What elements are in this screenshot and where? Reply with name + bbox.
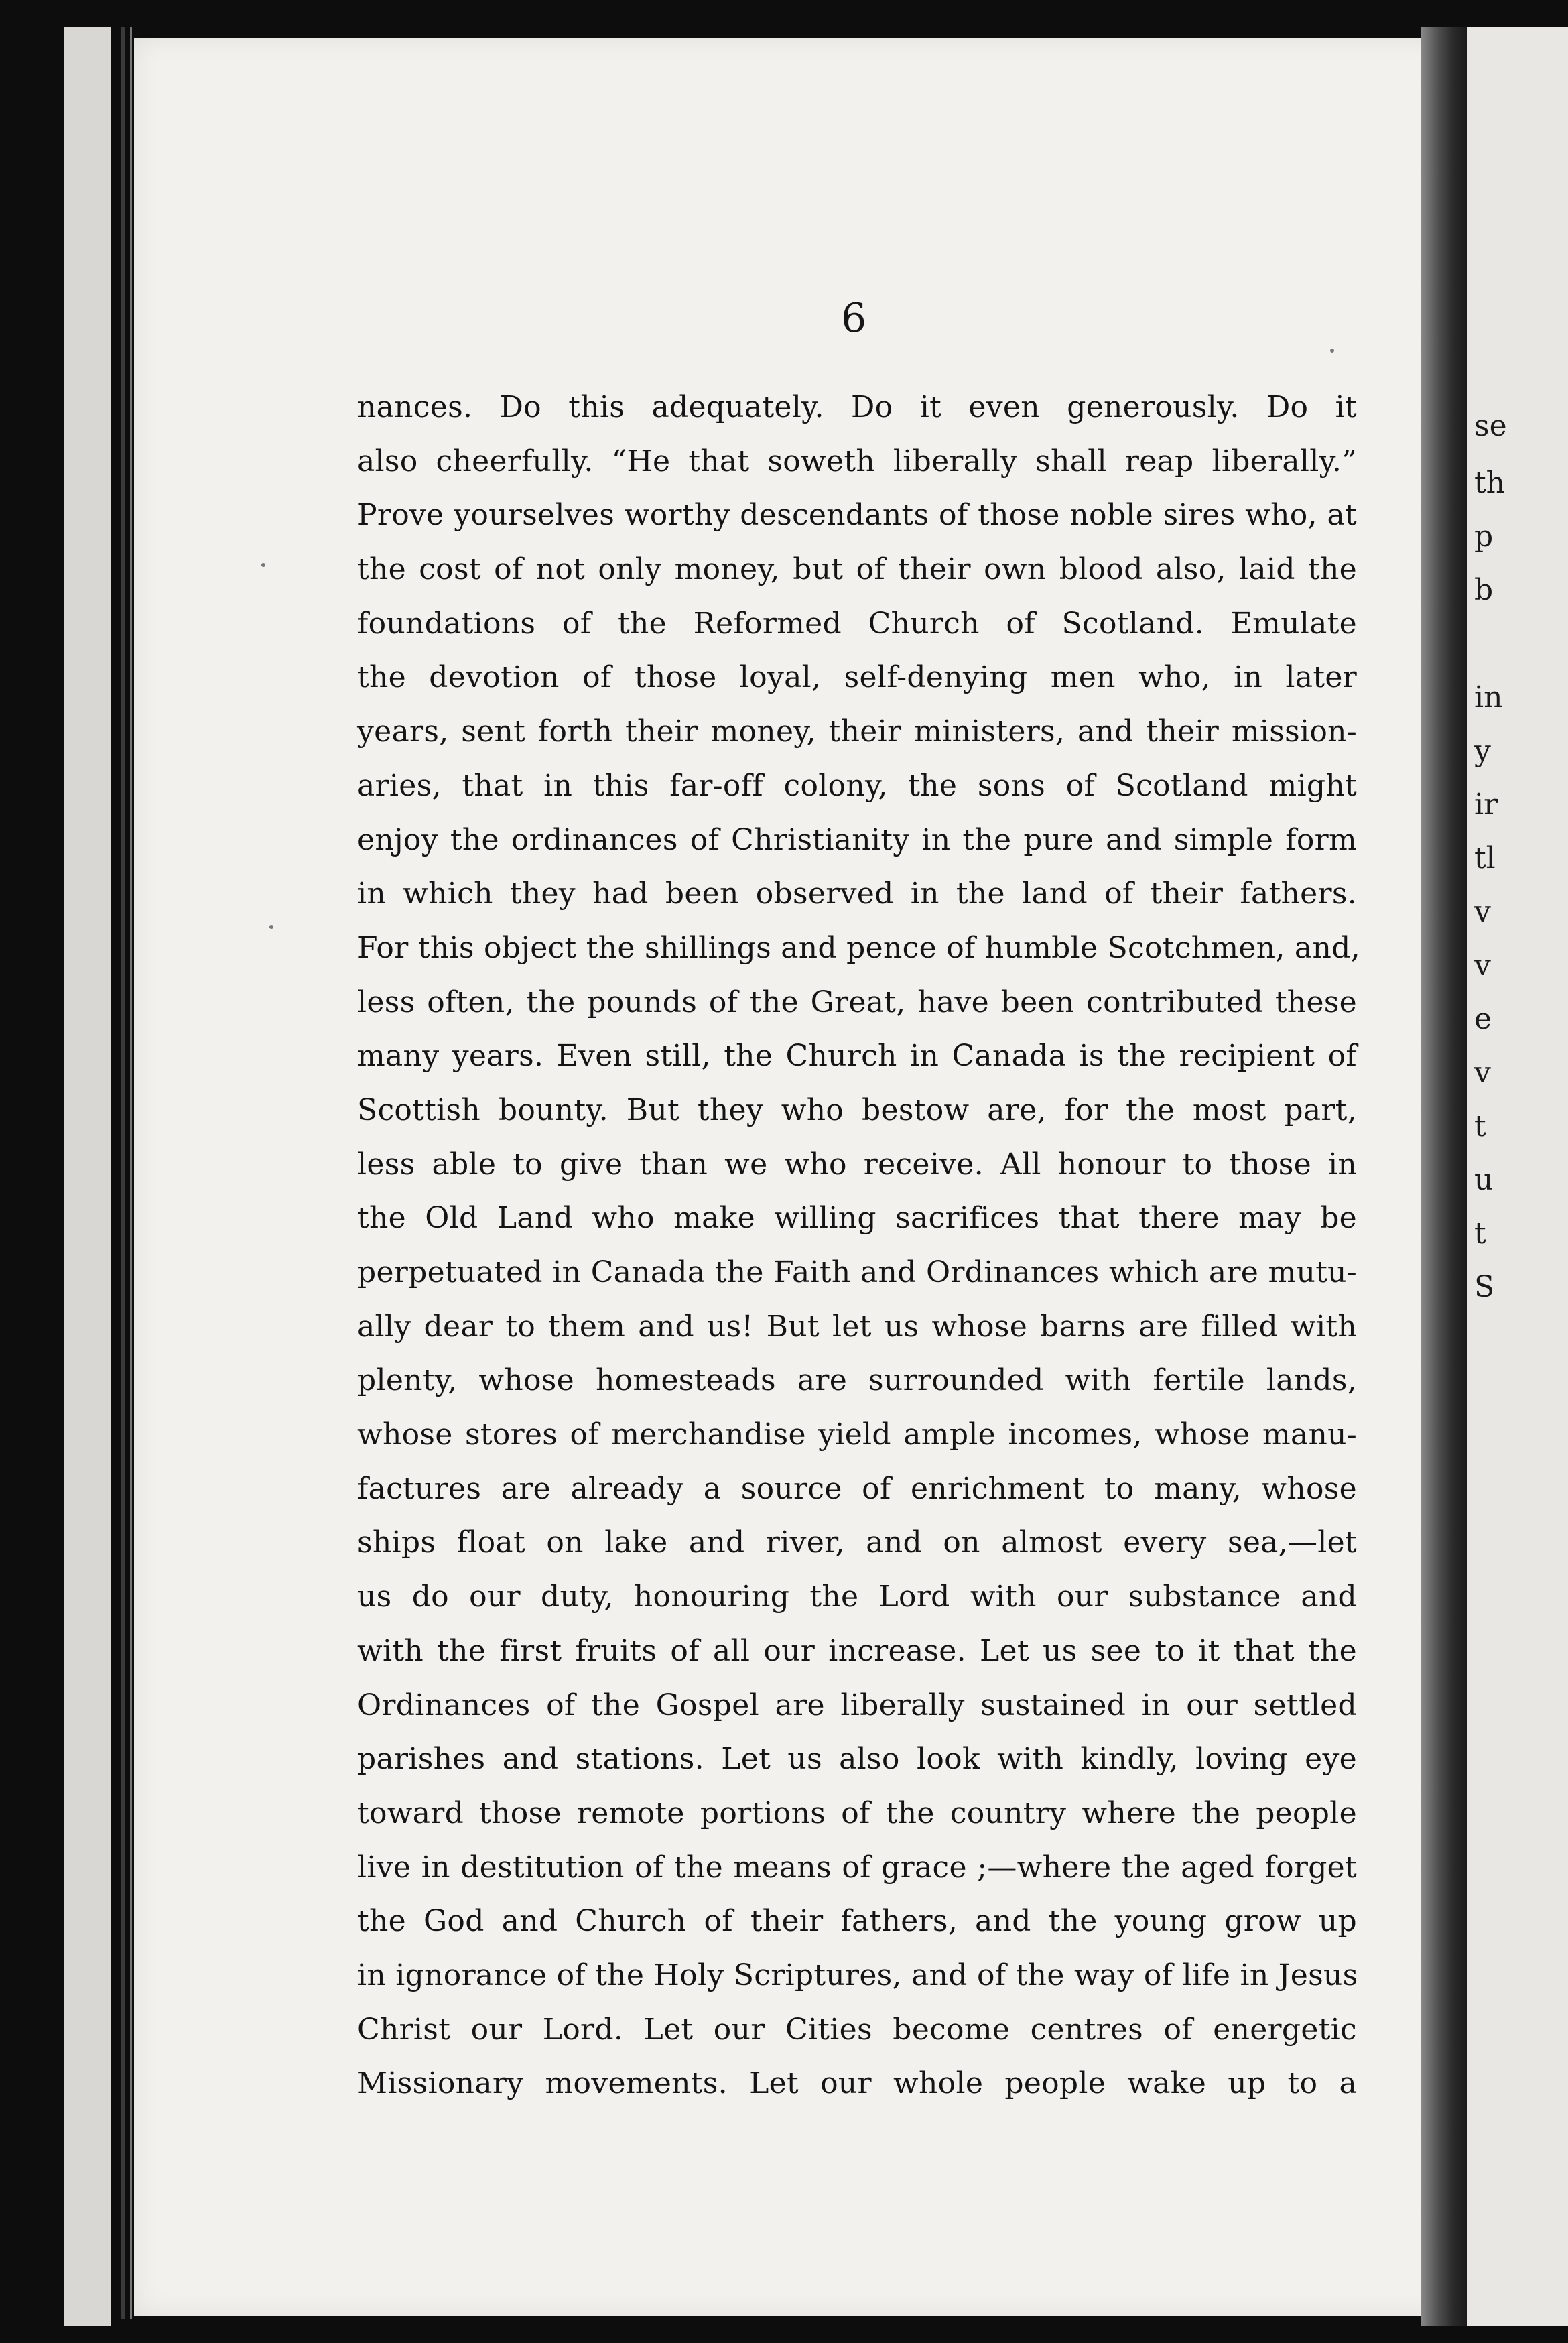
text-line: nances. Do this adequately. Do it even generously. Do it <box>357 390 1357 424</box>
text-line: For this object the shillings and pence of humble Scotchmen, and, <box>357 930 1360 965</box>
next-page-text: th <box>1474 466 1506 500</box>
next-page-text: p <box>1474 519 1494 554</box>
text-line: us do our duty, honouring the Lord with our substance and <box>357 1580 1357 1614</box>
text-line: Prove yourselves worthy descendants of those noble sires who, at <box>357 498 1357 533</box>
text-line: in ignorance of the Holy Scriptures, and of the way of life in Jesus <box>357 1958 1358 1992</box>
next-page-text: ir <box>1474 787 1498 822</box>
text-line: Scottish bounty. But they who bestow are, for the most part, <box>357 1092 1357 1127</box>
text-line: with the first fruits of all our increase. Let us see to it that the <box>357 1633 1357 1668</box>
left-page-edge <box>64 27 111 2326</box>
text-line: ally dear to them and us! But let us whose barns are filled with <box>357 1309 1357 1344</box>
text-line: the devotion of those loyal, self-denying men who, in later <box>357 660 1357 695</box>
text-line: toward those remote portions of the country where the people <box>357 1795 1357 1830</box>
text-line: whose stores of merchandise yield ample incomes, whose manu- <box>357 1417 1357 1452</box>
text-line: perpetuated in Canada the Faith and Ordinances which are mutu- <box>357 1255 1357 1289</box>
page-number: 6 <box>841 295 867 342</box>
next-page-text: v <box>1474 948 1491 983</box>
next-page-text: u <box>1474 1163 1494 1197</box>
next-page-text: e <box>1474 1002 1492 1036</box>
next-page-text: b <box>1474 573 1494 607</box>
next-page-text: v <box>1474 1056 1491 1090</box>
text-line: less able to give than we who receive. All honour to those in <box>357 1147 1357 1182</box>
text-line: years, sent forth their money, their ministers, and their mission- <box>357 714 1357 749</box>
text-line: many years. Even still, the Church in Canada is the recipient of <box>357 1039 1357 1074</box>
text-line: in which they had been observed in the land of their fathers. <box>357 877 1357 911</box>
next-page-text: in <box>1474 680 1503 714</box>
text-line: plenty, whose homesteads are surrounded with fertile lands, <box>357 1363 1357 1398</box>
next-page-text: t <box>1474 1109 1486 1143</box>
text-line: Christ our Lord. Let our Cities become centres of energetic <box>357 2012 1357 2047</box>
text-line: parishes and stations. Let us also look with kindly, loving eye <box>357 1742 1357 1777</box>
text-line: foundations of the Reformed Church of Scotland. Emulate <box>357 606 1357 641</box>
next-page-text: t <box>1474 1216 1486 1251</box>
next-page-text: y <box>1474 734 1491 768</box>
print-speck <box>269 925 273 929</box>
book-gutter <box>1421 27 1467 2326</box>
text-line: Missionary movements. Let our whole people wake up to a <box>357 2066 1357 2101</box>
next-page-text: S <box>1474 1270 1495 1304</box>
next-page-text: v <box>1474 895 1491 929</box>
text-line: less often, the pounds of the Great, have been contributed these <box>357 985 1357 1019</box>
text-line: the Old Land who make willing sacrifices that there may be <box>357 1201 1357 1236</box>
text-line: ships float on lake and river, and on almost every sea,—let <box>357 1525 1357 1560</box>
text-line: Ordinances of the Gospel are liberally sustained in our settled <box>357 1688 1357 1722</box>
text-line: the cost of not only money, but of their own blood also, laid the <box>357 552 1357 587</box>
next-page-text: tl <box>1474 841 1496 875</box>
text-line: enjoy the ordinances of Christianity in the pure and simple form <box>357 822 1357 857</box>
text-line: aries, that in this far-off colony, the sons of Scotland might <box>357 768 1357 803</box>
text-line: factures are already a source of enrichment to many, whose <box>357 1471 1357 1506</box>
next-page-text: se <box>1474 409 1507 443</box>
print-speck <box>261 563 265 567</box>
next-page-fragment <box>1467 27 1568 2326</box>
body-text <box>357 381 1360 2111</box>
text-line: live in destitution of the means of grace ;—where the aged forget <box>357 1850 1357 1885</box>
text-line: also cheerfully. “He that soweth liberally shall reap liberally.” <box>357 444 1357 479</box>
print-speck <box>1330 349 1334 353</box>
text-line: the God and Church of their fathers, and the young grow up <box>357 1904 1357 1939</box>
